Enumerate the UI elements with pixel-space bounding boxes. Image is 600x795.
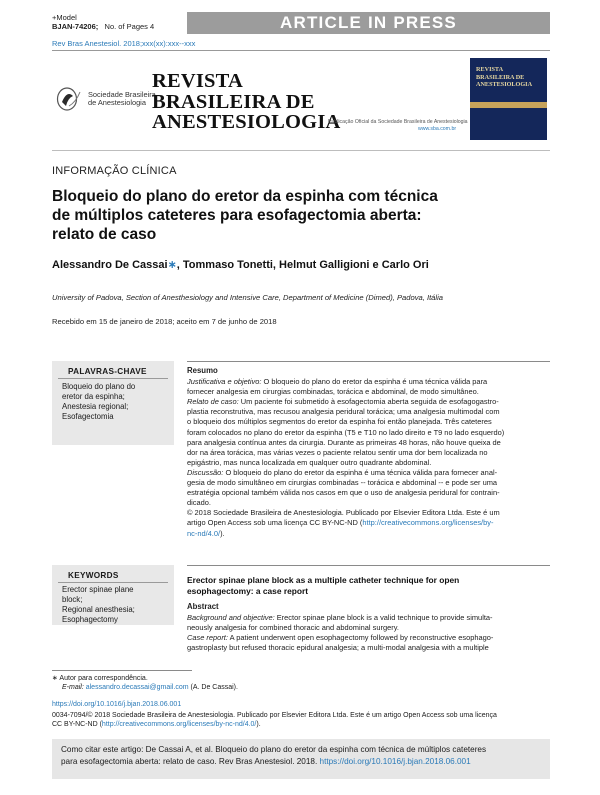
abstract-label: Case report: xyxy=(187,633,228,643)
journal-cover-thumbnail xyxy=(470,58,547,140)
banner-text: ARTICLE IN PRESS xyxy=(280,13,457,32)
keyword: Esophagectomy xyxy=(62,615,118,624)
resumo-text: dicado. xyxy=(187,498,211,508)
keywords-box-en xyxy=(52,565,174,625)
article-in-press-banner xyxy=(187,12,550,34)
keywords-heading: PALAVRAS-CHAVE xyxy=(58,361,168,379)
license-text: CC BY-NC-ND ( xyxy=(52,721,102,728)
resumo-text: foram colocados no plano do eretor da espinha (T5 e T10 no lado direito e T9 no lado esquerdo) xyxy=(187,427,505,437)
email-owner: (A. De Cassai). xyxy=(188,684,238,691)
society-emblem-icon xyxy=(56,86,84,112)
doi-link[interactable]: https://doi.org/10.1016/j.bjan.2018.06.001 xyxy=(52,701,182,708)
abstract-text: Erector spinae plane block is a valid technique to provide simulta- xyxy=(274,613,493,623)
citation-doi-link[interactable]: https://doi.org/10.1016/j.bjan.2018.06.001 xyxy=(319,756,471,766)
journal-reference[interactable]: Rev Bras Anestesiol. 2018;xxx(xx):xxx--xxx xyxy=(52,39,196,48)
divider xyxy=(52,50,550,51)
author-list xyxy=(52,258,429,271)
footnote-text: Autor para correspondência. xyxy=(57,675,148,682)
other-authors: , Tommaso Tonetti, Helmut Galligioni e Carlo Ori xyxy=(176,259,429,271)
citation-line2: para esofagectomia aberta: relato de caso. Rev Bras Anestesiol. 2018. xyxy=(61,756,320,766)
license-text: ). xyxy=(256,721,261,728)
keyword: Bloqueio do plano do xyxy=(62,382,136,391)
english-title-line2: esophagectomy: a case report xyxy=(187,585,309,596)
resumo-label: Relato de caso: xyxy=(187,397,239,407)
abstract-heading: Abstract xyxy=(187,602,219,611)
copyright-footer xyxy=(52,711,552,729)
article-title-line3: relato de caso xyxy=(52,226,157,243)
society-logo xyxy=(56,86,156,112)
abstract-block xyxy=(187,602,550,653)
resumo-text: plastia reconstrutiva, mas recusou analgesia peridural torácica; uma analgesia multimodal com xyxy=(187,407,500,417)
article-title-line1: Bloqueio do plano do eretor da espinha com técnica xyxy=(52,188,438,205)
keyword: Anestesia regional; xyxy=(62,402,129,411)
model-line: +Model xyxy=(52,13,77,22)
keywords-box-pt xyxy=(52,361,174,445)
copyright-line: 0034-7094/© 2018 Sociedade Brasileira de Anestesiologia. Publicado por Elsevier Editora Ltda. Este é um artigo Open Access sob uma licença xyxy=(52,712,497,719)
resumo-text: estratégia opcional também válida nos casos em que o uso de analgesia peridural for contrain- xyxy=(187,488,500,498)
keyword: block; xyxy=(62,595,83,604)
correspondence-note xyxy=(52,674,148,682)
keywords-heading: KEYWORDS xyxy=(58,565,168,583)
email-note xyxy=(62,684,238,691)
divider xyxy=(187,361,550,362)
article-title-line2: de múltiplos cateteres para esofagectomia aberta: xyxy=(52,207,422,224)
resumo-text: Um paciente foi submetido à esofagectomia aberta seguida de esofagogastro- xyxy=(238,397,499,407)
cover-band xyxy=(470,102,547,108)
resumo-text: gesia de modo simultâneo em cirurgias combinadas -- torácica e abdominal -- e pode ser uma xyxy=(187,478,498,488)
journal-title xyxy=(152,71,341,133)
english-title xyxy=(187,575,517,596)
keyword: eretor da espinha; xyxy=(62,392,125,401)
divider xyxy=(52,150,550,151)
cover-title-line2: BRASILEIRA DE xyxy=(476,73,525,81)
abstract-label: Background and objective: xyxy=(187,613,275,623)
email-label: E-mail: xyxy=(62,684,84,691)
article-title xyxy=(52,187,522,244)
received-dates: Recebido em 15 de janeiro de 2018; aceito em 7 de junho de 2018 xyxy=(52,317,277,326)
journal-title-line2: BRASILEIRA DE xyxy=(152,90,315,113)
code-line: BJAN-74206; xyxy=(52,22,99,31)
resumo-text: para analgesia contínua antes da cirurgia. Durante as primeiras 48 horas, não houve queixa de xyxy=(187,437,501,447)
resumo-text: O bloqueio do plano do eretor da espinha é uma técnica válida para xyxy=(261,377,488,387)
journal-title-line1: REVISTA xyxy=(152,70,244,92)
keyword: Esofagectomia xyxy=(62,412,114,421)
license-link[interactable]: http://creativecommons.org/licenses/by-nc-nd/4.0/ xyxy=(101,721,257,728)
license-link[interactable]: http://creativecommons.org/licenses/by- xyxy=(362,518,494,528)
license-link[interactable]: nc-nd/4.0/ xyxy=(187,528,221,538)
affiliation: University of Padova, Section of Anesthesiology and Intensive Care, Department of Medicine (Dimed), Padova, Itália xyxy=(52,293,443,302)
citation-box xyxy=(52,739,550,779)
email-link[interactable]: alessandro.decassai@gmail.com xyxy=(85,684,189,691)
corresponding-author: Alessandro De Cassai xyxy=(52,259,168,271)
resumo-text: dor na área torácica, mas várias vezes o paciente relatou sentir uma dor bem localizada no xyxy=(187,447,488,457)
journal-subtitle: Publicação Oficial da Sociedade Brasileira de Anestesiologia xyxy=(328,119,468,125)
resumo-heading: Resumo xyxy=(187,366,218,375)
abstract-text: A patient underwent open esophagectomy followed by reconstructive esophago- xyxy=(227,633,494,643)
resumo-text: o bloqueio dos múltiplos segmentos do eretor da espinha foi então planejada. Três cateteres xyxy=(187,417,492,427)
divider xyxy=(187,565,550,566)
english-title-line1: Erector spinae plane block as a multiple catheter technique for open xyxy=(187,575,460,585)
abstract-text: gastroplasty but refused thoracic epidural analgesia; a multi-modal analgesia with a multiple xyxy=(187,643,489,653)
resumo-block xyxy=(187,366,550,539)
journal-website[interactable]: www.sba.com.br xyxy=(418,126,457,132)
cover-title-line3: ANESTESIOLOGIA xyxy=(476,81,533,88)
manuscript-code xyxy=(52,13,154,31)
keyword: Erector spinae plane xyxy=(62,585,134,594)
society-name-line2: de Anestesiologia xyxy=(88,98,146,107)
society-name-line1: Sociedade Brasileira xyxy=(88,89,156,99)
cover-title-line1: REVISTA xyxy=(476,66,504,73)
pages-label: No. of Pages 4 xyxy=(104,22,155,31)
resumo-text: epigástrio, mas nunca localizada em qualquer outro quadrante abdominal. xyxy=(187,457,432,467)
abstract-text: neously analgesia for combined thoracic and abdominal surgery. xyxy=(187,623,399,633)
license-text: artigo Open Access sob uma licença CC BY-NC-ND ( xyxy=(187,518,363,528)
license-text: ). xyxy=(220,528,225,538)
footnote-divider xyxy=(52,670,192,671)
citation-line1: Como citar este artigo: De Cassai A, et al. Bloqueio do plano do eretor da espinha com técnica de múltiplos cateteres xyxy=(61,745,487,754)
footnote-mark: ∗ xyxy=(52,675,58,682)
corresponding-mark[interactable]: ∗ xyxy=(167,259,177,271)
resumo-label: Justificativa e objetivo: xyxy=(187,377,262,387)
keyword: Regional anesthesia; xyxy=(62,605,135,614)
journal-title-line3: ANESTESIOLOGIA xyxy=(152,111,341,133)
section-label: INFORMAÇÃO CLÍNICA xyxy=(52,165,177,177)
resumo-label: Discussão: xyxy=(187,467,224,477)
resumo-text: O bloqueio do plano do eretor da espinha é uma técnica válida para fornecer anal- xyxy=(223,467,498,477)
copyright-text: © 2018 Sociedade Brasileira de Anestesiologia. Publicado por Elsevier Editora Ltda. Este é um xyxy=(187,508,500,518)
resumo-text: fornecer analgesia em cirurgias combinadas, torácica e abdominal, de modo simultâneo. xyxy=(187,387,479,397)
